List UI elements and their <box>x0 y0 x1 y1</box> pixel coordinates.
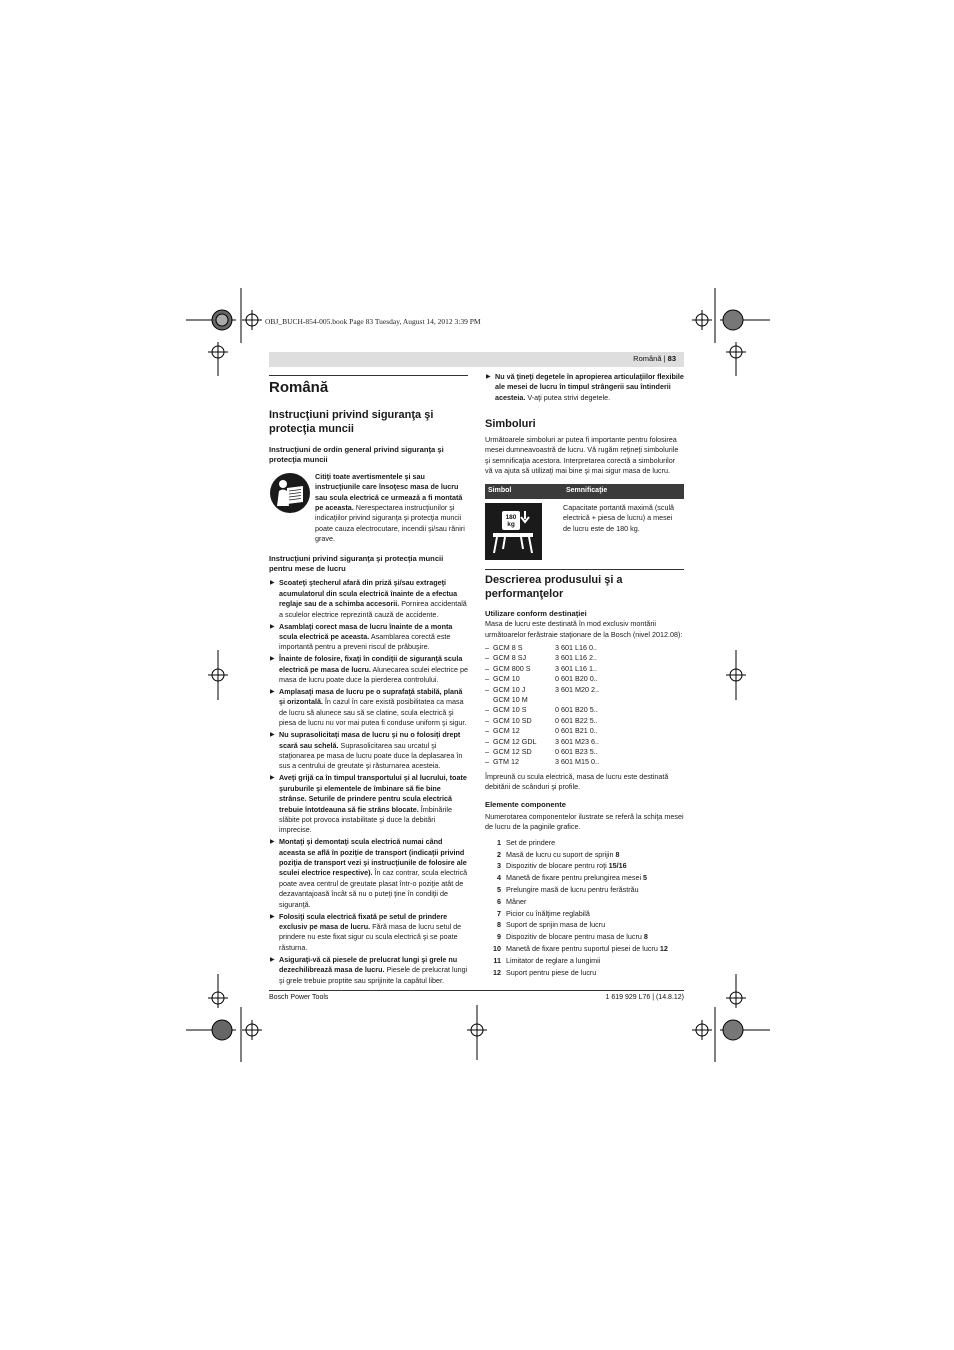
file-header: OBJ_BUCH-854-005.book Page 83 Tuesday, August 14, 2012 3:39 PM <box>265 317 481 326</box>
component-number: 4 <box>497 873 501 883</box>
bullet-text: În caz contrar, scula electrică poate avea centrul de greutate plasat într-o poziţie atât de dezavantajoasă încât să nu o puteţi ţine în condiţii de siguranţă. <box>279 868 468 909</box>
component-item <box>485 955 684 967</box>
model-row <box>485 726 684 736</box>
footer-rule <box>269 990 684 991</box>
bullet-bold: Asamblaţi corect masa de lucru înainte de a monta scula electrică pe aceasta. <box>279 621 453 641</box>
component-label <box>506 884 639 896</box>
model-name: GCM 8 S <box>493 642 523 652</box>
bullet-text: Piesele de prelucrat lungi şi grele trebuie proptite sau sprijinite la capătul liber. <box>279 965 468 985</box>
safety-bullet <box>269 687 468 729</box>
component-item <box>485 896 684 908</box>
model-code: 3 601 M15 0.. <box>555 757 599 767</box>
component-label <box>506 931 648 943</box>
intended-use-text: Masa de lucru este destinată în mod exclusiv montării următoarelor ferăstraie staţionare de la Bosch (nivel 2012.08): <box>485 619 683 639</box>
model-code: 3 601 L16 2.. <box>555 653 597 663</box>
bullet-text: Pornirea accidentală a sculelor electrice reprezintă cauză de accidente. <box>279 599 467 619</box>
component-item <box>485 884 684 896</box>
model-name: GCM 10 S <box>493 705 527 715</box>
bullet-text: În cazul în care există posibilitatea ca masa de lucru să alunece sau să se clatine, scula electrică şi piesa de lucru nu vor mai putea fi conduse uniform şi sigur. <box>279 697 467 728</box>
component-label <box>506 919 605 931</box>
safety-heading: Instrucţiuni privind siguranţa şi protecţia muncii <box>269 409 434 435</box>
component-item <box>485 849 684 861</box>
safety-bullet <box>269 955 468 986</box>
model-name: GCM 8 SJ <box>493 653 527 663</box>
component-item <box>485 967 684 979</box>
model-code: 0 601 B20 0.. <box>555 674 598 684</box>
component-label <box>506 967 596 979</box>
bullet-arrow-icon: ▶ <box>270 775 275 782</box>
component-ref: 8 <box>643 932 648 942</box>
model-row <box>485 757 684 767</box>
component-text: Dispozitiv de blocare pentru roţi <box>506 861 609 871</box>
component-number: 11 <box>493 955 501 965</box>
model-dash: – <box>485 736 489 746</box>
model-row <box>485 705 684 715</box>
component-number: 3 <box>497 861 501 871</box>
model-dash: – <box>485 726 489 736</box>
model-code: 0 601 B22 5.. <box>555 715 598 725</box>
component-label <box>506 896 526 908</box>
component-label <box>506 849 619 861</box>
bullet-bold: Nu vă ţineţi degetele în apropierea articulaţiilor flexibile ale mesei de lucru în timpul strângerii sau întinderii acesteia. <box>495 372 684 402</box>
left-column <box>269 375 468 987</box>
component-label <box>506 860 627 872</box>
symbols-col-meaning: Semnificaţie <box>563 484 684 498</box>
component-ref: 15/16 <box>608 861 627 871</box>
component-text: Suport de sprijin masa de lucru <box>506 920 606 930</box>
model-name: GCM 12 <box>493 726 520 736</box>
components-heading: Elemente componente <box>485 799 567 809</box>
component-label <box>506 872 647 884</box>
safety-bullet <box>269 912 468 954</box>
safety-bullet <box>269 730 468 772</box>
model-list <box>485 643 684 768</box>
usage-text: Împreună cu scula electrică, masa de lucru este destinată debitării de scânduri şi profile. <box>485 771 669 792</box>
warning-paragraph <box>315 472 468 545</box>
right-column <box>485 372 684 978</box>
bullet-bold: Amplasaţi masa de lucru pe o suprafaţă stabilă, plană şi orizontală. <box>279 687 463 707</box>
model-row <box>485 664 684 674</box>
symbols-col-symbol: Simbol <box>485 484 563 498</box>
model-name: GCM 800 S <box>493 663 531 673</box>
bullet-bold: Folosiţi scula electrică fixată pe setul de prindere exclusiv pe masa de lucru. <box>279 911 448 931</box>
footer-brand: Bosch Power Tools <box>269 994 329 1001</box>
component-text: Mâner <box>506 896 527 906</box>
model-dash: – <box>485 653 489 663</box>
model-dash: – <box>485 642 489 652</box>
page-title: Română <box>269 379 329 396</box>
component-label <box>506 955 600 967</box>
component-text: Masă de lucru cu suport de sprijin <box>506 849 616 859</box>
model-name: GCM 10 J <box>493 684 526 694</box>
model-name: GCM 10 SD <box>493 715 532 725</box>
component-ref: 12 <box>659 944 668 954</box>
bullet-bold: Montaţi şi demontaţi scula electrică numai când aceasta se află în poziţie de transport (indicaţii privind poziţia de transport vezi şi instrucţiunile de folosire ale sculei electrice respective). <box>279 837 467 878</box>
component-number: 7 <box>497 908 501 918</box>
component-item <box>485 919 684 931</box>
model-code: 3 601 L16 0.. <box>555 642 597 652</box>
bullet-arrow-icon: ▶ <box>270 623 275 630</box>
component-text: Set de prindere <box>506 837 556 847</box>
safety-bullet <box>269 654 468 685</box>
component-number: 1 <box>497 837 501 847</box>
symbols-intro: Următoarele simboluri ar putea fi importante pentru folosirea mesei dumneavoastră de lucru. Vă rugăm reţineţi simbolurile şi semnificaţia acestora. Interpretarea corectă a simbolurilor vă va ajuta să utilizaţi mai bine şi mai sigur masa de lucru. <box>485 434 679 475</box>
model-code: 0 601 B21 0.. <box>555 726 598 736</box>
bullet-arrow-icon: ▶ <box>270 956 275 963</box>
bullet-text: Asamblarea corectă este importantă pentru a preveni riscul de prăbuşire. <box>279 632 451 652</box>
safety-bullet <box>269 578 468 620</box>
component-item <box>485 931 684 943</box>
components-list <box>485 837 684 979</box>
safety-bullet <box>269 773 468 835</box>
bullet-arrow-icon: ▶ <box>486 374 491 380</box>
component-number: 12 <box>493 967 501 977</box>
bullet-arrow-icon: ▶ <box>270 580 275 587</box>
bullet-text: Îmbinările slăbite pot provoca instabilitate şi duce la debitări imprecise. <box>279 804 452 835</box>
component-item <box>485 872 684 884</box>
running-head: Română | 83 <box>269 352 684 367</box>
model-name: GCM 12 GDL <box>493 736 537 746</box>
bullet-text: Suprasolicitarea sau urcatul şi staţionarea pe masa de lucru poate duce la deplasarea în sus a centrului de greutate şi răsturnarea acesteia. <box>279 740 463 771</box>
product-heading: Descrierea produsului şi a performanţelor <box>485 573 623 600</box>
model-code: 0 601 B23 5.. <box>555 747 598 757</box>
component-text: Picior cu înălţime reglabilă <box>506 908 590 918</box>
component-number: 9 <box>497 932 501 942</box>
component-item <box>485 908 684 920</box>
footer-code: 1 619 929 L76 | (14.8.12) <box>605 994 684 1001</box>
component-label <box>506 908 590 920</box>
model-dash: – <box>485 757 489 767</box>
model-dash: – <box>485 663 489 673</box>
model-dash <box>485 695 493 705</box>
component-item <box>485 860 684 872</box>
component-ref: 8 <box>615 849 620 859</box>
component-number: 6 <box>497 896 501 906</box>
bullet-arrow-icon: ▶ <box>270 839 275 846</box>
symbols-table <box>485 484 684 562</box>
general-safety-heading: Instrucţiuni de ordin general privind siguranţa şi protecţia muncii <box>269 445 444 465</box>
model-code: 3 601 M20 2.. <box>555 684 599 694</box>
component-text: Dispozitiv de blocare pentru masa de lucru <box>506 932 644 942</box>
symbols-heading: Simboluri <box>485 417 536 430</box>
max-load-icon <box>485 503 542 560</box>
component-text: Prelungire masă de lucru pentru ferăstrău <box>506 885 639 895</box>
model-row <box>485 716 684 726</box>
bullet-bold: Înainte de folosire, fixaţi în condiţii de siguranţă scula electrică pe masa de lucru. <box>279 654 463 674</box>
model-name: GCM 10 M <box>493 695 528 704</box>
model-dash: – <box>485 705 489 715</box>
bullet-text: V-aţi putea strivi degetele. <box>525 392 611 402</box>
safety-bullets <box>269 578 468 985</box>
safety-bullet <box>269 622 468 653</box>
max-load-meaning: Capacitate portantă maximă (sculă electrică + piesa de lucru) a mesei de lucru este de 180 kg. <box>563 502 675 533</box>
model-row <box>485 653 684 663</box>
model-name: GCM 10 <box>493 674 520 684</box>
model-dash: – <box>485 715 489 725</box>
page-number: 83 <box>667 354 676 363</box>
model-dash: – <box>485 747 489 757</box>
components-intro: Numerotarea componentelor ilustrate se referă la schiţa mesei de lucru de la paginile grafice. <box>485 812 684 832</box>
component-item <box>485 837 684 849</box>
bullet-bold: Nu suprasolicitaţi masa de lucru şi nu o folosiţi drept scară sau schelă. <box>279 730 461 750</box>
model-name: GCM 12 SD <box>493 747 532 757</box>
warning-bold: Citiţi toate avertismentele şi sau instrucţiunile care însoţesc masa de lucru sau scula electrică ce urmează a fi montată pe aceasta. <box>315 471 463 513</box>
bullet-text: Fără masa de lucru setul de prindere nu este fixat sigur cu scula electrică şi se poate răsturna. <box>279 921 462 952</box>
bullet-arrow-icon: ▶ <box>270 689 275 696</box>
bullet-arrow-icon: ▶ <box>270 656 275 663</box>
safety-bullet <box>485 372 684 403</box>
model-name: GTM 12 <box>493 757 519 767</box>
model-dash: – <box>485 674 489 684</box>
component-number: 2 <box>497 849 501 859</box>
component-text: Manetă de fixare pentru prelungirea mesei <box>506 873 644 883</box>
load-arrow-icon <box>485 503 542 560</box>
bullet-arrow-icon: ▶ <box>270 732 275 739</box>
intended-use-heading: Utilizare conform destinaţiei <box>485 608 587 618</box>
model-code: 0 601 B20 5.. <box>555 705 598 715</box>
model-code: 3 601 L16 1.. <box>555 663 597 673</box>
read-manual-icon <box>269 472 311 514</box>
warning-block <box>269 472 468 545</box>
component-number: 5 <box>497 885 501 895</box>
table-safety-heading: Instrucţiuni privind siguranţa şi protecţia muncii pentru mese de lucru <box>269 553 444 574</box>
component-text: Suport pentru piese de lucru <box>506 967 597 977</box>
component-label <box>506 943 668 955</box>
bullet-arrow-icon: ▶ <box>270 913 275 920</box>
bullet-bold: Asiguraţi-vă că piesele de prelucrat lungi şi grele nu dezechilibrează masa de lucru. <box>279 954 458 975</box>
max-load-unit: kg <box>507 520 515 528</box>
component-number: 10 <box>493 944 501 954</box>
component-number: 8 <box>497 920 501 930</box>
model-dash: – <box>485 684 489 694</box>
bullet-bold: Scoateţi ştecherul afară din priză şi/sau extrageţi acumulatorul din scula electrică înainte de a efectua reglaje sau de a schimba accesorii. <box>279 578 458 609</box>
warning-text: Nerespectarea instrucţiunilor şi indicaţiilor privind siguranţa şi protecţia muncii poate cauza electrocutare, incendii şi/sau răniri grave. <box>315 503 465 544</box>
model-row <box>485 685 684 695</box>
model-row <box>485 695 684 705</box>
bullet-bold: Aveţi grijă ca în timpul transportului şi al lucrului, toate şuruburile şi elementele de îmbinare să fie bine strânse. Seturile de prindere pentru scula electrică trebuie întotdeauna să fie strâns blocate. <box>279 773 467 814</box>
component-item <box>485 943 684 955</box>
max-load-value: 180 <box>505 513 517 521</box>
bullet-text: Alunecarea sculei electrice pe masa de lucru poate duce la pierderea controlului. <box>279 664 468 685</box>
model-code: 3 601 M23 6.. <box>555 736 599 746</box>
component-text: Manetă de fixare pentru suportul piesei de lucru <box>506 944 660 954</box>
model-row <box>485 747 684 757</box>
safety-bullet <box>269 837 468 910</box>
model-row <box>485 674 684 684</box>
model-row <box>485 643 684 653</box>
model-row <box>485 737 684 747</box>
component-label <box>506 837 555 849</box>
safety-bullets-continued <box>485 372 684 403</box>
component-ref: 5 <box>643 873 648 883</box>
component-text: Limitator de reglare a lungimii <box>506 955 601 965</box>
running-head-language: Română <box>633 354 662 363</box>
